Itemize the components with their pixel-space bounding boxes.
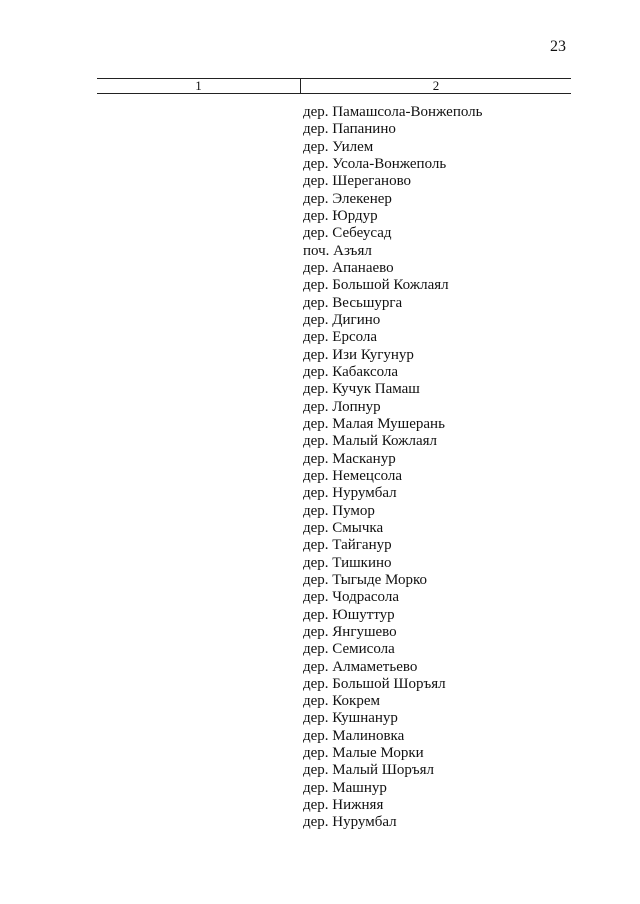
settlement-entry: дер. Тайганур — [303, 537, 392, 554]
settlement-entry: дер. Юрдур — [303, 207, 378, 224]
table-header — [97, 78, 571, 94]
settlement-entry: дер. Машнур — [303, 779, 387, 796]
settlement-entry: дер. Памашсола-Вонжеполь — [303, 104, 483, 120]
settlement-entry: дер. Чодрасола — [303, 589, 399, 606]
settlement-entry: дер. Малая Мушерань — [303, 415, 445, 432]
settlement-entry: дер. Изи Кугунур — [303, 346, 414, 363]
page-number: 23 — [550, 38, 566, 55]
settlement-entry: дер. Апанаево — [303, 259, 394, 276]
settlement-entry: дер. Тишкино — [303, 554, 392, 571]
settlement-entry: дер. Нурумбал — [303, 485, 397, 502]
settlement-entry: дер. Кушнанур — [303, 710, 398, 727]
settlement-entry: поч. Азъял — [303, 242, 372, 259]
settlement-entry: дер. Кабаксола — [303, 363, 399, 380]
column-header-1: 1 — [195, 78, 202, 93]
settlement-entry: дер. Малые Морки — [303, 745, 424, 762]
settlement-entry: дер. Кучук Памаш — [303, 381, 420, 398]
settlement-entry: дер. Большой Шоръял — [303, 675, 446, 692]
settlement-entry: дер. Алмаметьево — [303, 658, 418, 675]
settlement-entry: дер. Малиновка — [303, 727, 405, 744]
settlement-entry: дер. Смычка — [303, 519, 384, 536]
settlement-entry: дер. Тыгыде Морко — [303, 571, 428, 588]
settlement-entry: дер. Весьшурга — [303, 294, 403, 311]
settlement-list — [303, 104, 483, 832]
settlement-entry: дер. Кокрем — [303, 693, 380, 710]
settlement-entry: дер. Нижняя — [303, 797, 384, 814]
settlement-entry: дер. Немецсола — [303, 467, 403, 484]
settlement-entry: дер. Юшуттур — [303, 606, 395, 623]
settlement-entry: дер. Папанино — [303, 121, 396, 138]
settlement-entry: дер. Ерсола — [303, 329, 378, 346]
settlement-entry: дер. Семисола — [303, 641, 395, 658]
settlement-entry: дер. Дигино — [303, 311, 381, 328]
settlement-entry: дер. Масканур — [303, 450, 396, 467]
settlement-entry: дер. Большой Кожлаял — [303, 277, 449, 294]
settlement-entry: дер. Янгушево — [303, 623, 397, 640]
settlement-entry: дер. Уилем — [303, 138, 374, 155]
settlement-entry: дер. Лопнур — [303, 398, 381, 415]
settlement-entry: дер. Шереганово — [303, 173, 412, 190]
column-header-2: 2 — [432, 78, 440, 93]
settlement-entry: дер. Нурумбал — [303, 814, 397, 831]
settlement-entry: дер. Элекенер — [303, 190, 392, 207]
settlement-entry: дер. Малый Кожлаял — [303, 433, 438, 450]
settlement-entry: дер. Себеусад — [303, 225, 392, 242]
settlement-entry: дер. Пумор — [303, 502, 375, 519]
settlement-entry: дер. Усола-Вонжеполь — [303, 155, 447, 172]
settlement-entry: дер. Малый Шоръял — [303, 762, 435, 779]
